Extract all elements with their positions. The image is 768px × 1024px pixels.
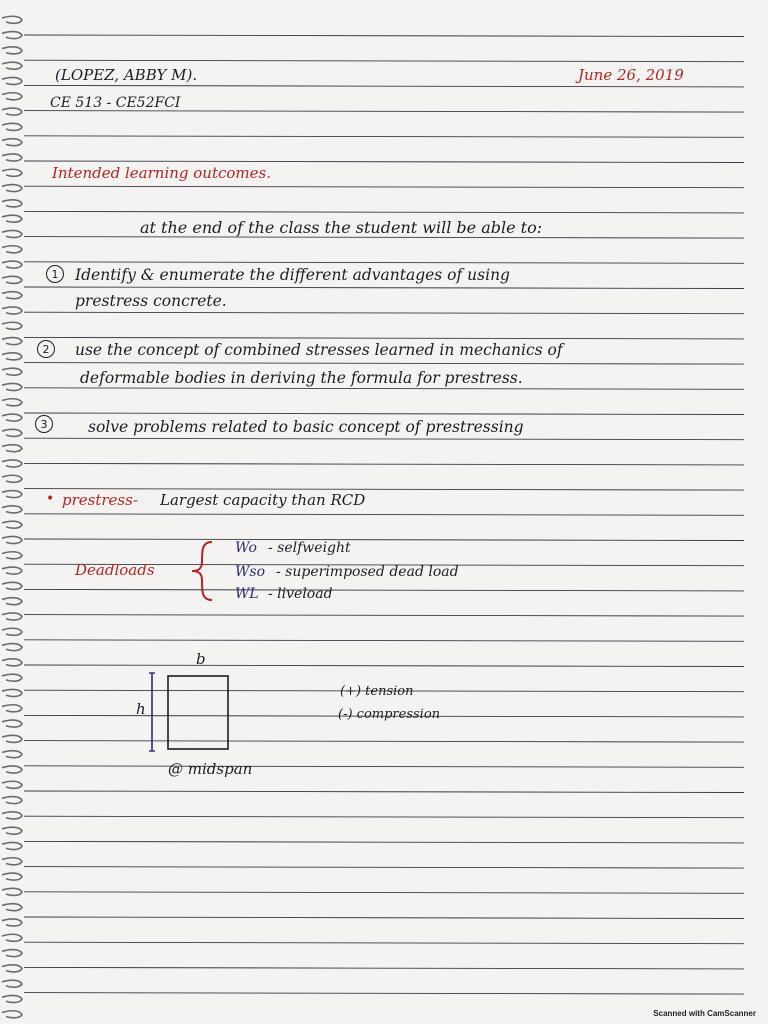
ruled-line [24, 967, 744, 969]
outcome-2-line-2: deformable bodies in deriving the formula for prestress. [80, 369, 523, 387]
ruled-line [24, 741, 744, 743]
ruled-line [24, 60, 744, 62]
outcome-number-1: 1 [46, 265, 64, 283]
bullet-dot: • [46, 491, 55, 507]
deadloads-brace [186, 540, 216, 602]
outcome-number-3: 3 [35, 415, 53, 433]
ruled-line [24, 35, 744, 37]
ruled-line [24, 136, 744, 138]
deadload-symbol-2: Wso [235, 564, 266, 580]
student-name: (LOPEZ, ABBY M). [55, 66, 198, 84]
ruled-line [24, 489, 744, 491]
cross-section-sketch [140, 665, 250, 765]
course-code: CE 513 - CE52FCI [50, 95, 181, 111]
ruled-line [24, 211, 744, 213]
ruled-line [24, 186, 744, 188]
outcome-3-line-1: solve problems related to basic concept of prestressing [88, 418, 524, 436]
ruled-line [24, 766, 744, 768]
outcome-number-2: 2 [37, 340, 55, 358]
ruled-line [24, 867, 744, 869]
ruled-line [24, 841, 744, 843]
ruled-line [24, 665, 744, 667]
ruled-line [24, 615, 744, 617]
section-caption: @ midspan [168, 760, 253, 778]
outcome-1-line-1: Identify & enumerate the different advantages of using [75, 266, 510, 284]
ruled-line [24, 438, 744, 440]
prestress-definition: Largest capacity than RCD [160, 491, 366, 509]
ruled-line [24, 85, 744, 87]
section-height-label: h [136, 700, 146, 718]
outcome-2-line-1: use the concept of combined stresses learned in mechanics of [75, 341, 563, 359]
deadload-symbol-3: WL [235, 586, 259, 602]
outcome-1-line-2: prestress concrete. [75, 292, 227, 310]
ruled-line [24, 942, 744, 944]
ruled-line [24, 287, 744, 289]
ruled-line [24, 388, 744, 390]
ruled-line [24, 413, 744, 415]
outcomes-heading: Intended learning outcomes. [52, 164, 271, 182]
sign-tension: (+) tension [340, 684, 414, 699]
ruled-line [24, 463, 744, 465]
deadloads-label: Deadloads [75, 561, 155, 579]
ruled-line [24, 262, 744, 264]
ruled-line [24, 993, 744, 995]
deadload-symbol-1: Wo [235, 540, 257, 556]
prestress-term: prestress- [62, 491, 138, 509]
scanner-watermark: Scanned with CamScanner [653, 1009, 756, 1018]
deadload-text-2: - superimposed dead load [276, 564, 459, 580]
ruled-line [24, 640, 744, 642]
ruled-line [24, 337, 744, 339]
ruled-line [24, 539, 744, 541]
sign-compression: (-) compression [338, 707, 441, 722]
ruled-line [24, 161, 744, 163]
date: June 26, 2019 [578, 66, 684, 84]
ruled-line [24, 589, 744, 591]
ruled-line [24, 514, 744, 516]
section-width-label: b [196, 650, 206, 668]
deadload-text-3: - liveload [268, 586, 333, 602]
ruled-line [24, 363, 744, 365]
ruled-line [24, 816, 744, 818]
ruled-line [24, 892, 744, 894]
ruled-line [24, 917, 744, 919]
outcomes-intro: at the end of the class the student will be able to: [140, 218, 543, 237]
ruled-line [24, 312, 744, 314]
deadload-text-1: - selfweight [268, 540, 351, 556]
ruled-line [24, 791, 744, 793]
